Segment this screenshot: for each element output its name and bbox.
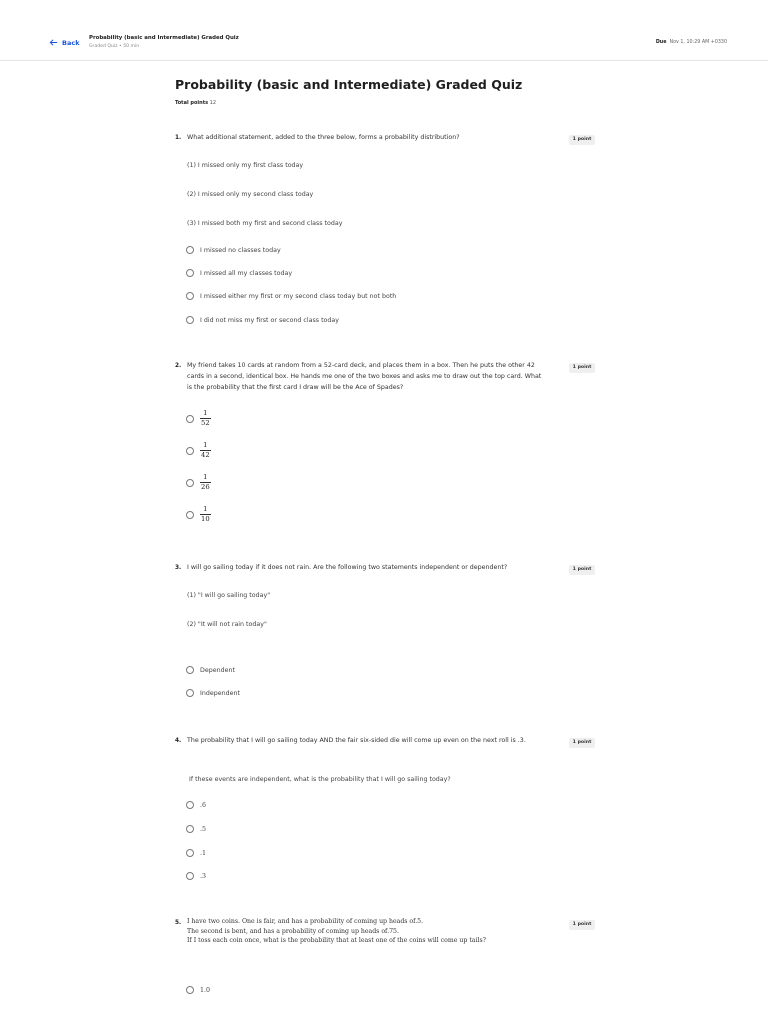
points-badge: 1 point	[569, 920, 595, 930]
answer-option[interactable]	[186, 666, 235, 674]
fraction	[200, 441, 211, 460]
option-label: I missed all my classes today	[200, 269, 293, 277]
option-label: .6	[200, 801, 207, 809]
answer-option[interactable]	[186, 409, 211, 428]
question-text: What additional statement, added to the three below, forms a probability distribution?	[187, 134, 460, 141]
top-bar	[0, 0, 768, 61]
answer-option[interactable]	[186, 801, 206, 809]
question-number: 5.	[175, 920, 182, 926]
option-label: .5	[200, 825, 207, 833]
option-label: Dependent	[200, 666, 235, 674]
option-label: I did not miss my first or second class today	[200, 316, 339, 324]
answer-option[interactable]	[186, 689, 240, 697]
option-label: I missed either my first or my second class today but not both	[200, 292, 397, 300]
back-label: Back	[62, 38, 80, 47]
fraction-numerator: 1	[203, 473, 208, 481]
radio-button[interactable]	[186, 872, 194, 880]
fraction-numerator: 1	[203, 441, 208, 449]
radio-button[interactable]	[186, 269, 194, 277]
option-label: Independent	[200, 689, 240, 697]
question-text-line: I have two coins. One is fair, and has a probability of coming up heads of.5.	[187, 918, 424, 925]
points-badge: 1 point	[569, 135, 595, 145]
radio-button[interactable]	[186, 292, 194, 300]
answer-option[interactable]	[186, 872, 206, 880]
question-text: The probability that I will go sailing today AND the fair six-sided die will come up even on the next roll is .3.	[187, 737, 526, 744]
answer-option[interactable]	[186, 849, 206, 857]
question-text	[187, 917, 567, 946]
question-text: I will go sailing today if it does not rain. Are the following two statements independent or dependent?	[187, 564, 508, 571]
course-title: Probability (basic and Intermediate) Graded Quiz	[89, 35, 239, 41]
radio-button[interactable]	[186, 666, 194, 674]
answer-option[interactable]	[186, 269, 292, 277]
option-label: .3	[200, 872, 207, 880]
radio-button[interactable]	[186, 849, 194, 857]
answer-option[interactable]	[186, 246, 281, 254]
option-label: I missed no classes today	[200, 246, 281, 254]
fraction-numerator: 1	[203, 409, 208, 417]
answer-option[interactable]	[186, 473, 211, 492]
fraction-numerator: 1	[203, 505, 208, 513]
radio-button[interactable]	[186, 986, 194, 994]
answer-option[interactable]	[186, 292, 396, 300]
radio-button[interactable]	[186, 511, 194, 519]
radio-button[interactable]	[186, 316, 194, 324]
question-text: My friend takes 10 cards at random from a 52-card deck, and places them in a box. Then he puts the other 42 cards in a second, identical box. He hands me one of the two boxes and asks me to draw out the top card. What is the probability that the first card I draw will be the Ace of Spades?	[187, 362, 542, 391]
answer-option[interactable]	[186, 505, 211, 524]
page-title: Probability (basic and Intermediate) Graded Quiz	[175, 77, 523, 92]
points-badge: 1 point	[569, 363, 595, 373]
fraction-denominator: 26	[201, 483, 210, 491]
fraction-denominator: 52	[201, 419, 210, 427]
due-label: Due	[655, 40, 667, 45]
due-date	[656, 40, 727, 45]
question-number: 2.	[175, 363, 182, 369]
question-statement: (2) I missed only my second class today	[187, 191, 314, 198]
fraction-denominator: 42	[201, 451, 210, 459]
fraction-denominator: 10	[201, 515, 210, 523]
question-subtext: If these events are independent, what is the probability that I will go sailing today?	[189, 776, 451, 783]
question-text-line: If I toss each coin once, what is the probability that at least one of the coins will come up tails?	[187, 937, 486, 944]
question-statement: (3) I missed both my first and second class today	[187, 220, 343, 227]
radio-button[interactable]	[186, 689, 194, 697]
arrow-left-icon	[49, 38, 58, 47]
question-number: 4.	[175, 738, 182, 744]
radio-button[interactable]	[186, 447, 194, 455]
answer-option[interactable]	[186, 825, 206, 833]
due-value: Nov 1, 10:29 AM +0330	[669, 40, 727, 45]
question-text-line: The second is bent, and has a probability of coming up heads of.75.	[187, 927, 399, 935]
option-label: 1.0	[200, 986, 211, 994]
radio-button[interactable]	[186, 479, 194, 487]
points-badge: 1 point	[569, 565, 595, 575]
total-points	[175, 100, 216, 106]
back-button[interactable]	[49, 38, 80, 47]
fraction	[200, 409, 211, 428]
question-statement: (1) "I will go sailing today"	[187, 592, 271, 599]
question-statement: (2) "It will not rain today"	[187, 621, 267, 628]
points-badge: 1 point	[569, 738, 595, 748]
answer-option[interactable]	[186, 441, 211, 460]
question-number: 1.	[175, 135, 182, 141]
radio-button[interactable]	[186, 246, 194, 254]
answer-option[interactable]	[186, 316, 339, 324]
total-points-value: 12	[209, 100, 217, 106]
radio-button[interactable]	[186, 801, 194, 809]
question-number: 3.	[175, 565, 182, 571]
radio-button[interactable]	[186, 415, 194, 423]
radio-button[interactable]	[186, 825, 194, 833]
fraction	[200, 473, 211, 492]
option-label: .1	[200, 849, 207, 857]
answer-option[interactable]	[186, 986, 210, 994]
fraction	[200, 505, 211, 524]
total-points-label: Total points	[175, 100, 209, 106]
question-statement: (1) I missed only my first class today	[187, 162, 304, 169]
course-subtitle: Graded Quiz • 50 min	[89, 44, 140, 49]
